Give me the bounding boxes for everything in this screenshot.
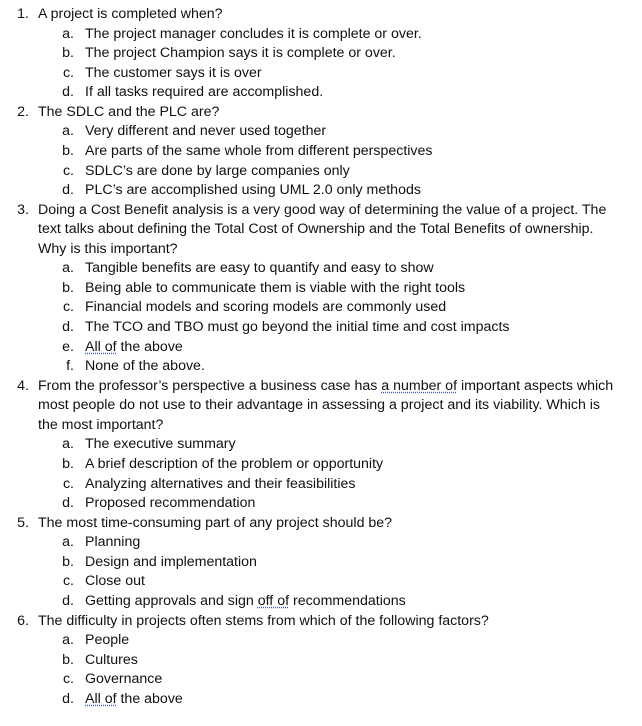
option-text [85, 690, 642, 710]
question-text: The difficulty in projects often stems from which of the following factors? [38, 612, 489, 629]
option-letter: e. [62, 338, 74, 355]
option-text: PLC’s are accomplished using UML 2.0 only methods [85, 182, 421, 199]
question-4 [0, 377, 642, 514]
answer-option [0, 181, 642, 201]
answer-option [0, 142, 642, 162]
option-letter: d. [62, 182, 74, 199]
option-letter: a. [62, 260, 74, 277]
option-letter: b. [62, 455, 74, 472]
option-text: Financial models and scoring models are commonly used [85, 299, 447, 316]
question-text: The SDLC and the PLC are? [38, 103, 220, 120]
answer-option [0, 64, 642, 84]
option-letter: b. [62, 45, 74, 62]
option-text: Are parts of the same whole from different perspectives [85, 142, 433, 159]
option-letter: d. [62, 495, 74, 512]
option-text-rest: the above [116, 690, 183, 707]
answer-option [0, 690, 642, 710]
answer-option [0, 455, 642, 475]
answer-option [0, 533, 642, 553]
option-text: Proposed recommendation [85, 495, 256, 512]
question-text: The most time-consuming part of any project should be? [38, 514, 393, 531]
question-text [38, 377, 618, 436]
option-letter: a. [62, 25, 74, 42]
question-number: 4. [17, 377, 29, 394]
question-number: 3. [17, 201, 29, 218]
answer-option [0, 338, 642, 358]
option-text [85, 592, 642, 612]
question-number: 2. [17, 103, 29, 120]
spellcheck-underlined-text: a number of [381, 377, 458, 394]
question-text-start: From the professor’s perspective a business case has [38, 377, 382, 394]
answer-option [0, 494, 642, 514]
answer-option [0, 592, 642, 612]
option-text: People [85, 632, 130, 649]
question-5 [0, 514, 642, 612]
question-6 [0, 612, 642, 710]
option-letter: d. [62, 319, 74, 336]
option-text: Planning [85, 534, 141, 551]
answer-option [0, 83, 642, 103]
option-text: A brief description of the problem or opportunity [85, 455, 384, 472]
question-3 [0, 201, 642, 377]
option-letter: f. [66, 358, 74, 375]
answer-option [0, 475, 642, 495]
option-text: Analyzing alternatives and their feasibilities [85, 475, 356, 492]
option-letter: d. [62, 690, 74, 707]
answer-option [0, 572, 642, 592]
option-letter: c. [62, 671, 74, 688]
answer-option [0, 298, 642, 318]
spellcheck-underlined-text: All of [85, 338, 117, 355]
question-number: 1. [17, 6, 29, 22]
question-text: A project is completed when? [38, 6, 223, 22]
option-text: The executive summary [85, 436, 236, 453]
option-text: If all tasks required are accomplished. [85, 84, 324, 101]
option-letter: a. [62, 436, 74, 453]
answer-option [0, 651, 642, 671]
answer-option [0, 318, 642, 338]
option-text: Cultures [85, 651, 138, 668]
question-1 [0, 5, 642, 103]
option-letter: c. [62, 162, 74, 179]
option-text [85, 338, 642, 358]
option-text: The project Champion says it is complete or over. [85, 45, 396, 62]
option-letter: b. [62, 279, 74, 296]
option-letter: a. [62, 534, 74, 551]
option-text: Tangible benefits are easy to quantify and easy to show [85, 260, 434, 277]
option-text: The customer says it is over [85, 64, 262, 81]
option-text: Design and implementation [85, 553, 257, 570]
option-letter: d. [62, 592, 74, 609]
question-number: 6. [17, 612, 29, 629]
answer-option [0, 631, 642, 651]
answer-option [0, 44, 642, 64]
option-text: Being able to communicate them is viable with the right tools [85, 279, 466, 296]
option-text: None of the above. [85, 358, 205, 375]
question-2 [0, 103, 642, 201]
option-letter: b. [62, 651, 74, 668]
option-text-start: Getting approvals and sign [85, 592, 258, 609]
option-letter: c. [62, 64, 74, 81]
option-letter: b. [62, 553, 74, 570]
answer-option [0, 122, 642, 142]
option-text: The project manager concludes it is complete or over. [85, 25, 422, 42]
spellcheck-underlined-text: All of [85, 690, 117, 707]
option-text: Very different and never used together [85, 123, 327, 140]
option-text: Close out [85, 573, 145, 590]
option-text: The TCO and TBO must go beyond the initial time and cost impacts [85, 319, 510, 336]
option-text-rest: the above [116, 338, 183, 355]
answer-option [0, 357, 642, 377]
option-text: SDLC’s are done by large companies only [85, 162, 350, 179]
option-letter: c. [62, 573, 74, 590]
answer-option [0, 553, 642, 573]
question-text: Doing a Cost Benefit analysis is a very good way of determining the value of a project. The text talks about defining the Total Cost of Ownership and the Total Benefits of ownership. Why is this important? [38, 201, 607, 257]
question-number: 5. [17, 514, 29, 531]
option-text: Governance [85, 671, 163, 688]
option-letter: d. [62, 84, 74, 101]
option-text-rest: recommendations [289, 592, 406, 609]
option-letter: c. [62, 299, 74, 316]
answer-option [0, 670, 642, 690]
answer-option [0, 279, 642, 299]
answer-option [0, 25, 642, 45]
spellcheck-underlined-text: off of [257, 592, 290, 609]
answer-option [0, 435, 642, 455]
option-letter: b. [62, 142, 74, 159]
option-letter: a. [62, 632, 74, 649]
answer-option [0, 162, 642, 182]
option-letter: c. [62, 475, 74, 492]
option-letter: a. [62, 123, 74, 140]
answer-option [0, 259, 642, 279]
question-text-rest: important aspects which most people do not use to their advantage in assessing a project and its viability. Which is the most important? [38, 377, 614, 433]
